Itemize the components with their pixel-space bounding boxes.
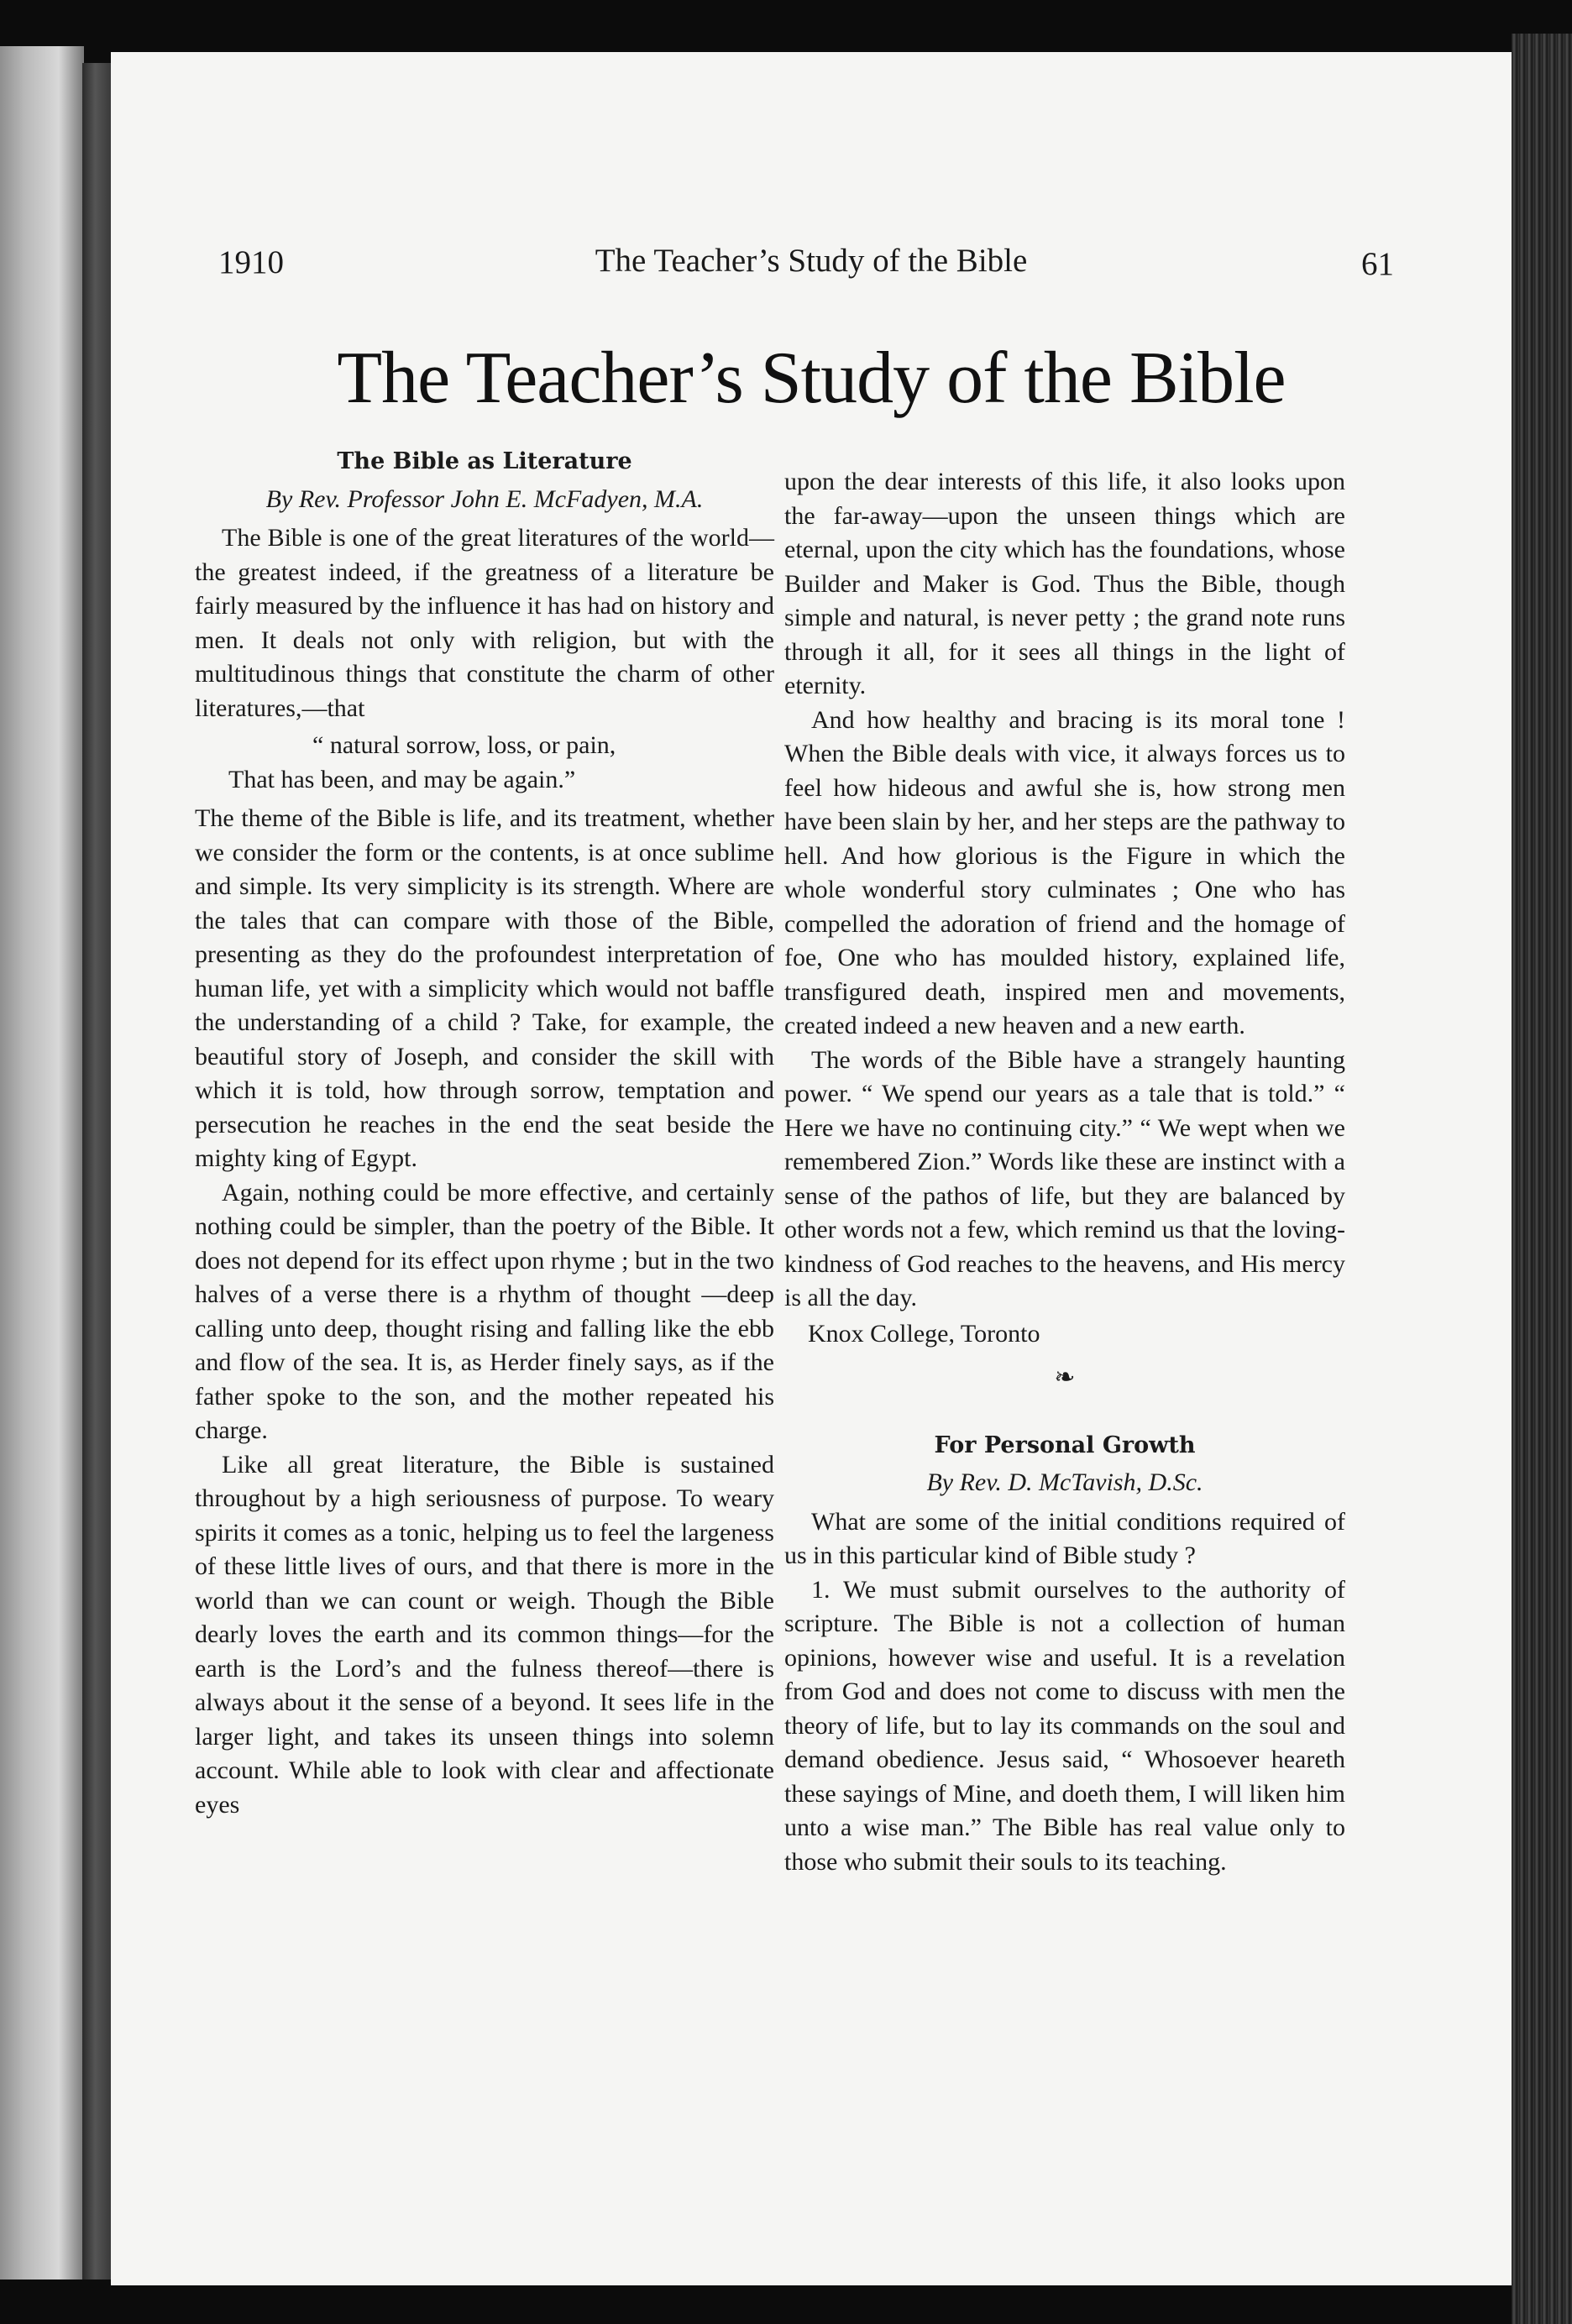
paragraph: 1. We must submit ourselves to the authority of scripture. The Bible is not a collection of human opinions, however wise and useful. It is a revelation from God and does not come to discuss with men the theory of life, but to lay its commands on the soul and demand obedience. Jesus said, “ Whosoever heareth these sayings of Mine, and doeth them, I will liken him unto a wise man.” The Bible has real value only to those who submit their souls to its teaching. — [784, 1575, 1345, 1876]
section-heading: The Bible as Literature — [337, 448, 632, 474]
running-head — [111, 235, 1512, 294]
article-title: The Teacher’s Study of the Bible — [337, 338, 1286, 419]
section-heading: For Personal Growth — [934, 1432, 1196, 1458]
right-page-stack — [1512, 34, 1572, 2324]
verse-quote — [228, 729, 774, 797]
page-number: 61 — [1361, 246, 1394, 282]
paragraph: The words of the Bible have a strangely haunting power. “ We spend our years as a tale that is told.” “ Here we have no continuing city.” “ We wept when we remembered Zion.” Words like these are instinct with a sense of the pathos of life, but they are balanced by other words not a few, which remind us that the loving-kindness of God reaches to the heavens, and His mercy is all the day. — [784, 1045, 1345, 1311]
paragraph: The Bible is one of the great literatures of the world—the greatest indeed, if the greatness of a literature be fairly measured by the influence it has had on history and men. It deals not only with religion, but with the multitudinous things that constitute the charm of other literatures,—that — [195, 524, 774, 722]
right-column — [784, 465, 1345, 1879]
paragraph-continued: upon the dear interests of this life, it also looks upon the far-away—upon the unseen things which are eternal, upon the city which has the foundations, whose Builder and Maker is God. Thus the Bible, though simple and natural, is never petty ; the grand note runs through it all, for it sees all things in the light of eternity. — [784, 468, 1345, 699]
paragraph: Again, nothing could be more effective, and certainly nothing could be simpler, than the poetry of the Bible. It does not depend for its effect upon rhyme ; but in the two halves of a verse there is a rhythm of thought —deep calling unto deep, thought rising and falling like the ebb and flow of the sea. It is, as Herder finely says, as if the father spoke to the son, and the mother repeated his charge. — [195, 1178, 774, 1444]
book-binding — [82, 63, 111, 2280]
ornament-icon: ❧ — [1054, 1364, 1076, 1391]
paragraph: And how healthy and bracing is its moral tone ! When the Bible deals with vice, it always forces us to feel how hideous and awful she is, how strong men have been slain by her, and her steps are the pathway to hell. And how glorious is the Figure in which the whole wonderful story culminates ; One who has compelled the adoration of friend and the homage of foe, One who has moulded history, explained life, transfigured death, inspired men and movements, created indeed a new heaven and a new earth. — [784, 705, 1345, 1039]
paragraph: The theme of the Bible is life, and its treatment, whether we consider the form or the contents, is at once sublime and simple. Its very simplicity is its strength. Where are the tales that can compare with those of the Bible, presenting as they do the profoundest interpretation of human life, yet with a simplicity which would not baffle the understanding of a child ? Take, for example, the beautiful story of Joseph, and consider the skill with which it is told, how through sorrow, temptation and persecution he reaches in the end the seat beside the mighty king of Egypt. — [195, 804, 774, 1172]
left-column — [195, 445, 774, 1822]
paragraph: What are some of the initial conditions required of us in this particular kind of Bible study ? — [784, 1507, 1345, 1569]
verse-line: That has been, and may be again.” — [228, 765, 576, 793]
byline: By Rev. Professor John E. McFadyen, M.A. — [265, 484, 704, 513]
running-head-title: The Teacher’s Study of the Bible — [595, 243, 1028, 279]
verse-line: “ natural sorrow, loss, or pain, — [312, 731, 616, 759]
byline: By Rev. D. McTavish, D.Sc. — [926, 1468, 1203, 1496]
left-page-edge — [0, 46, 84, 2280]
signoff: Knox College, Toronto — [808, 1319, 1040, 1348]
paragraph: Like all great literature, the Bible is sustained throughout by a high seriousness of purpose. To weary spirits it comes as a tonic, helping us to feel the largeness of these little lives of ours, and that there is more in the world than we can count or weigh. Though the Bible dearly loves the earth and its common things—for the earth is the Lord’s and the fulness thereof—there is always about it the sense of a beyond. It sees life in the larger light, and takes its unseen things into solemn account. While able to look with clear and affectionate eyes — [195, 1450, 774, 1819]
running-head-year: 1910 — [218, 244, 284, 280]
book-page — [111, 52, 1512, 2285]
